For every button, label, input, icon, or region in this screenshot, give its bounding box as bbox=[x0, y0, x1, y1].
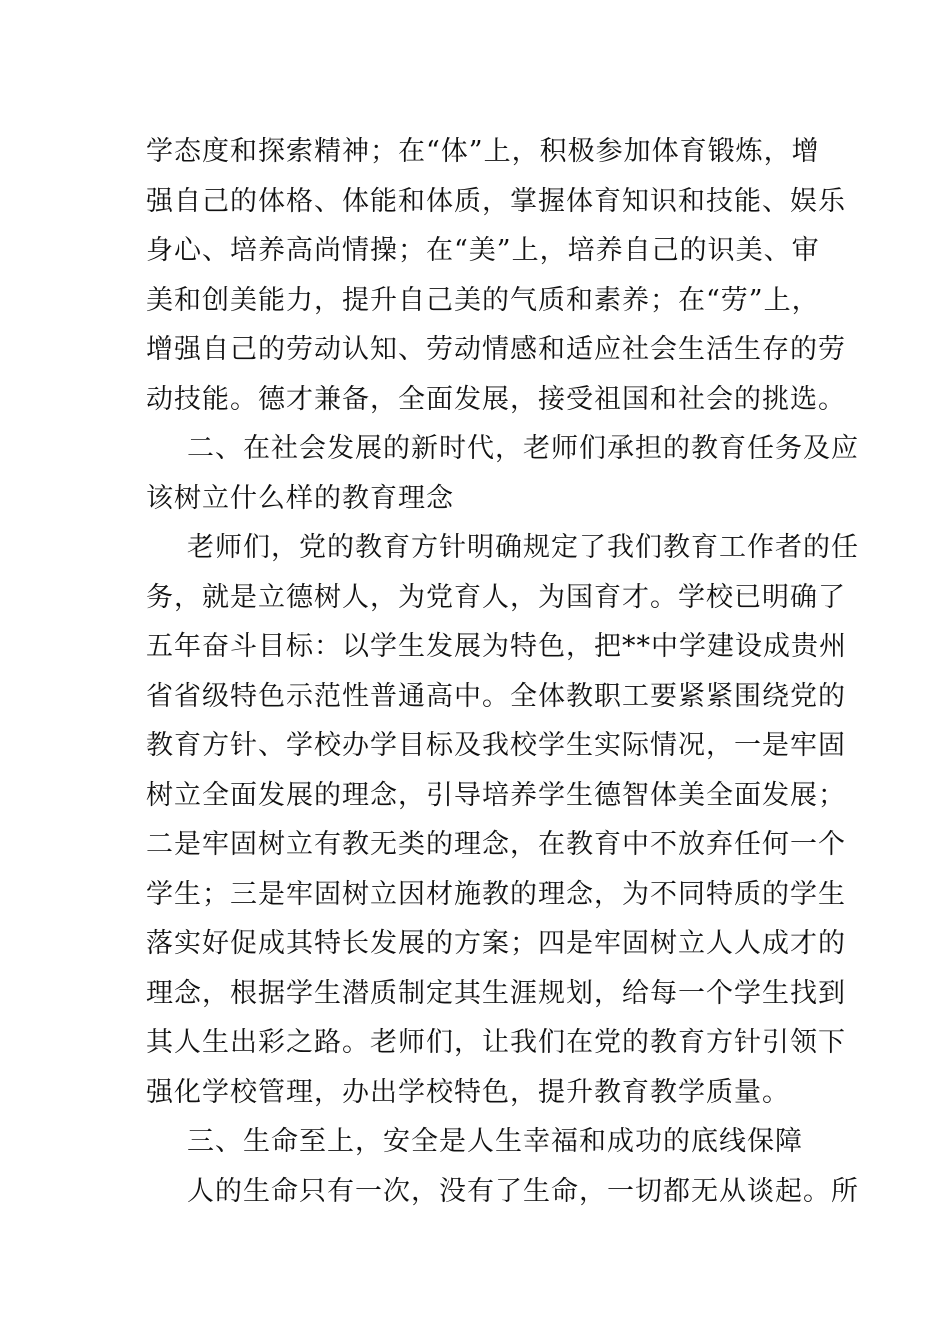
text-line-18: 理念，根据学生潜质制定其生涯规划，给每一个学生找到 bbox=[146, 978, 846, 1009]
text-line-2: 强自己的体格、体能和体质，掌握体育知识和技能、娱乐 bbox=[146, 186, 846, 217]
text-line-3: 身心、培养高尚情操；在“美”上，培养自己的识美、审 bbox=[146, 235, 820, 266]
text-line-5: 增强自己的劳动认知、劳动情感和适应社会生活生存的劳 bbox=[146, 334, 846, 365]
text-line-10: 务，就是立德树人，为党育人，为国育才。学校已明确了 bbox=[146, 582, 846, 613]
text-line-15: 二是牢固树立有教无类的理念，在教育中不放弃任何一个 bbox=[146, 829, 846, 860]
text-line-16: 学生；三是牢固树立因材施教的理念，为不同特质的学生 bbox=[146, 879, 846, 910]
text-line-20: 强化学校管理，办出学校特色，提升教育教学质量。 bbox=[146, 1077, 790, 1108]
text-line-6: 动技能。德才兼备，全面发展，接受祖国和社会的挑选。 bbox=[146, 384, 846, 415]
text-line-4: 美和创美能力，提升自己美的气质和素养；在“劳”上， bbox=[146, 285, 820, 316]
section-heading-2: 二、在社会发展的新时代，老师们承担的教育任务及应 bbox=[187, 433, 859, 464]
section-heading-2-cont: 该树立什么样的教育理念 bbox=[146, 483, 454, 514]
text-line-9: 老师们，党的教育方针明确规定了我们教育工作者的任 bbox=[187, 532, 859, 563]
text-line-22: 人的生命只有一次，没有了生命，一切都无从谈起。所 bbox=[187, 1176, 859, 1207]
text-line-17: 落实好促成其特长发展的方案；四是牢固树立人人成才的 bbox=[146, 928, 846, 959]
text-line-11: 五年奋斗目标：以学生发展为特色，把**中学建设成贵州 bbox=[146, 631, 847, 662]
section-heading-3: 三、生命至上，安全是人生幸福和成功的底线保障 bbox=[187, 1126, 803, 1157]
text-line-14: 树立全面发展的理念，引导培养学生德智体美全面发展； bbox=[146, 780, 846, 811]
text-line-1: 学态度和探索精神；在“体”上，积极参加体育锻炼，增 bbox=[146, 136, 820, 167]
text-line-12: 省省级特色示范性普通高中。全体教职工要紧紧围绕党的 bbox=[146, 681, 846, 712]
text-line-19: 其人生出彩之路。老师们，让我们在党的教育方针引领下 bbox=[146, 1027, 846, 1058]
text-line-13: 教育方针、学校办学目标及我校学生实际情况，一是牢固 bbox=[146, 730, 846, 761]
